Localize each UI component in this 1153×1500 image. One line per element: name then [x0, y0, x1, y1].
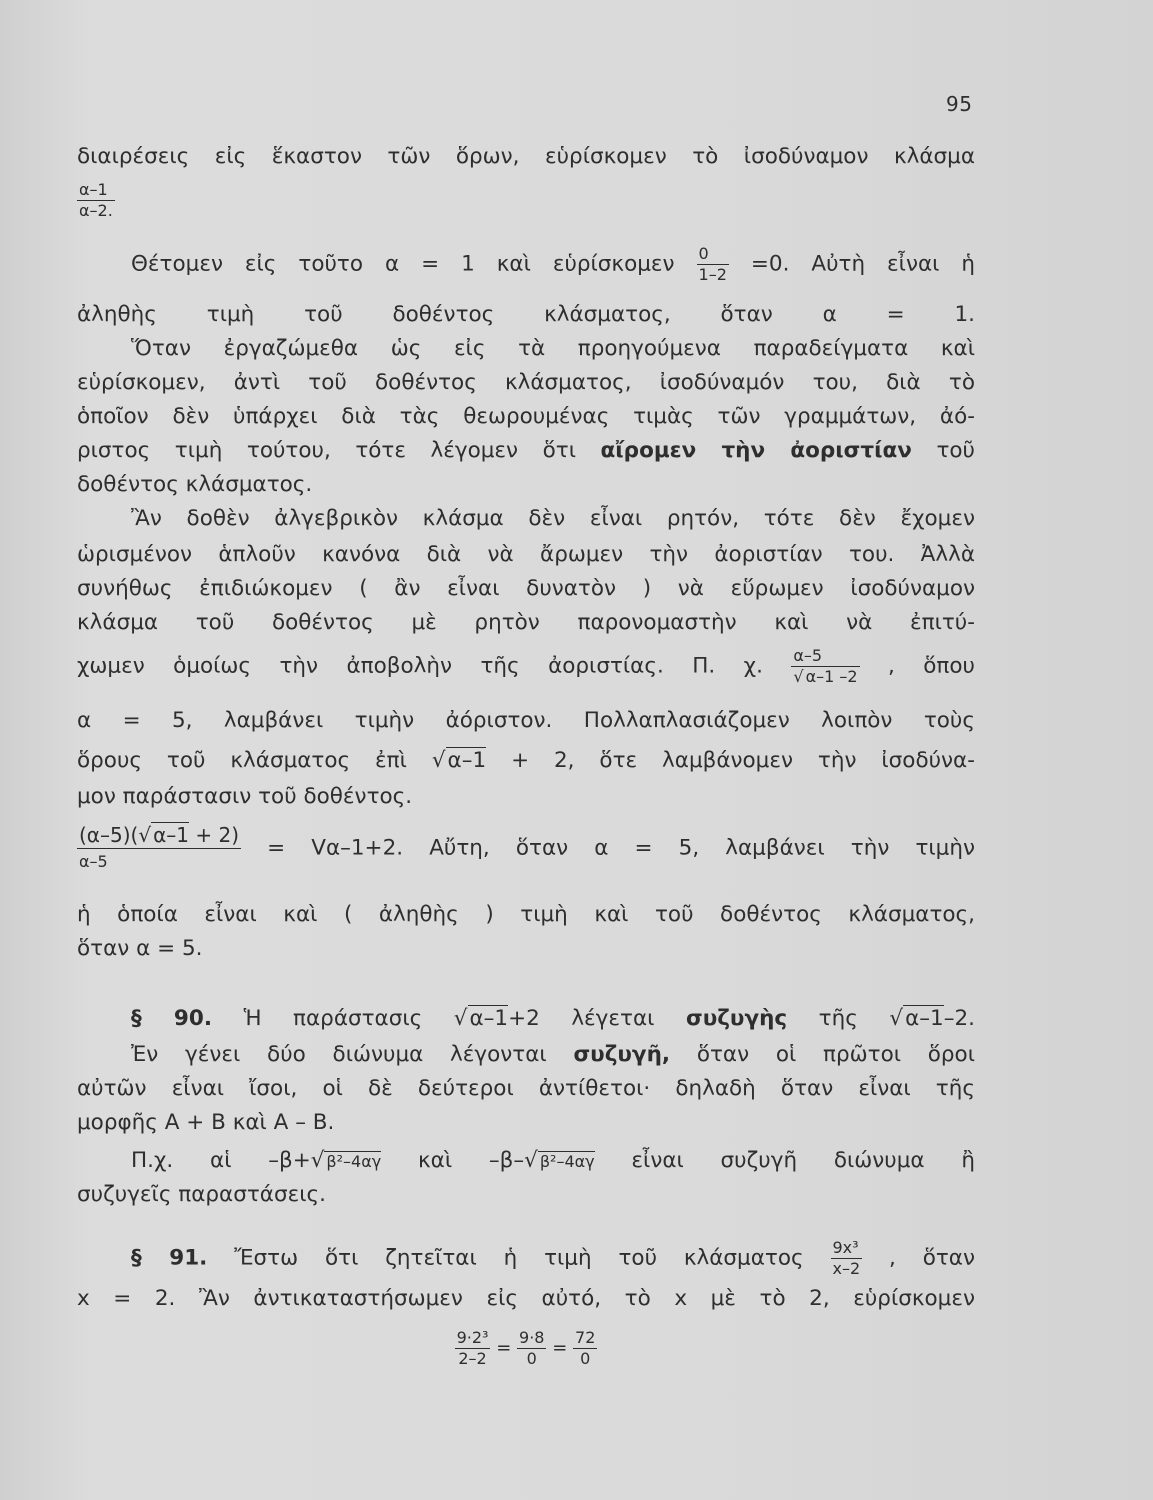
- text-line: Ὅταν ἐργαζώμεθα ὡς εἰς τὰ προηγούμενα παραδείγματα καὶ: [131, 336, 975, 361]
- text-line: μον παράστασιν τοῦ δοθέντος.: [77, 784, 413, 809]
- text-line: ὅρους τοῦ κλάσματος ἐπὶ √α–1 + 2, ὅτε λαμβάνομεν τὴν ἰσοδύνα-: [77, 748, 975, 773]
- text-line: ἡ ὁποία εἶναι καὶ ( ἀληθὴς ) τιμὴ καὶ τοῦ δοθέντος κλάσματος,: [77, 902, 975, 927]
- text-line: δοθέντος κλάσματος.: [77, 472, 313, 497]
- text-line: ριστος τιμὴ τούτου, τότε λέγομεν ὅτι αἴρομεν τὴν ἀοριστίαν τοῦ: [77, 438, 975, 463]
- fraction: $\frac{\text{9·2³}}{2-2}$: [456, 1328, 489, 1368]
- text-line: διαιρέσεις εἰς ἕκαστον τῶν ὅρων, εὑρίσκομεν τὸ ἰσοδύναμον κλάσμα: [77, 144, 975, 169]
- section-number: § 91.: [131, 1245, 208, 1271]
- text-line: Π.χ. αἱ –β+√ β²–4αγ καὶ –β–√ β²–4αγ εἶναι συζυγῆ διώνυμα ἢ: [131, 1148, 975, 1173]
- section-91-line: § 91. Ἔστω ὅτι ζητεῖται ἡ τιμὴ τοῦ κλάσματος $\frac{\text{9x³}}{x-2}$ , ὅταν: [131, 1238, 975, 1278]
- fraction: $\frac{\alpha-5}{√ \alpha-1 -2}$: [793, 646, 858, 686]
- text-line: ὡρισμένον ἁπλοῦν κανόνα διὰ νὰ ἄρωμεν τὴν ἀοριστίαν του. Ἀλλὰ: [77, 542, 975, 567]
- text-line: Ἐν γένει δύο διώνυμα λέγονται συζυγῆ, ὅταν οἱ πρῶτοι ὅροι: [131, 1042, 975, 1067]
- equation-line: $\frac{(\alpha-5)(√ \alpha-1 + 2)}{\alpha-5}$ = Vα–1+2. Αὔτη, ὅταν α = 5, λαμβάνει τὴν τιμὴν: [77, 822, 975, 875]
- bold-term: συζυγῆ,: [573, 1042, 671, 1067]
- bold-term: συζυγὴς: [685, 1006, 788, 1031]
- section-90-line: § 90. Ἡ παράστασις √α–1+2 λέγεται συζυγὴς τῆς √α–1–2.: [131, 1006, 975, 1031]
- text-line: Θέτομεν εἰς τοῦτο α = 1 καὶ εὑρίσκομεν $\frac{0}{1-2}$ =0. Αὐτὴ εἶναι ἡ: [131, 244, 975, 284]
- text-line: ἀληθὴς τιμὴ τοῦ δοθέντος κλάσματος, ὅταν α = 1.: [77, 302, 975, 327]
- fraction: $\frac{(\alpha-5)(√ \alpha-1 + 2)}{\alpha-5}$: [79, 823, 239, 871]
- text-line: ὅταν α = 5.: [77, 936, 203, 961]
- centered-equation: $\frac{\text{9·2³}}{2-2}$ = $\frac{9\cdot 8}{0}$ = $\frac{72}{0}$: [456, 1328, 596, 1368]
- text-line: ὁποῖον δὲν ὑπάρχει διὰ τὰς θεωρουμένας τιμὰς τῶν γραμμάτων, ἀό-: [77, 404, 975, 429]
- text-line: x = 2. Ἂν ἀντικαταστήσωμεν εἰς αὐτό, τὸ x μὲ τὸ 2, εὑρίσκομεν: [77, 1286, 975, 1311]
- fraction: $\frac{72}{0}$: [575, 1328, 596, 1368]
- text-line: εὑρίσκομεν, ἀντὶ τοῦ δοθέντος κλάσματος, ἰσοδύναμόν του, διὰ τὸ: [77, 370, 975, 395]
- square-root: √α–1: [431, 748, 487, 773]
- bold-term: αἴρομεν τὴν ἀοριστίαν: [600, 438, 912, 463]
- text-line: κλάσμα τοῦ δοθέντος μὲ ρητὸν παρονομαστὴν καὶ νὰ ἐπιτύ-: [77, 610, 975, 635]
- fraction: $\frac{9\cdot 8}{0}$: [519, 1328, 545, 1368]
- text-line: α = 5, λαμβάνει τιμὴν ἀόριστον. Πολλαπλασιάζομεν λοιπὸν τοὺς: [77, 708, 975, 733]
- fraction: $\frac{\text{9x³}}{x-2}$: [832, 1238, 861, 1278]
- fraction: $\frac{\alpha-1}{\alpha-2.}$: [79, 180, 113, 220]
- fraction: $\frac{0}{1-2}$: [698, 244, 727, 284]
- text-line: αὐτῶν εἶναι ἴσοι, οἱ δὲ δεύτεροι ἀντίθετοι· δηλαδὴ ὅταν εἶναι τῆς: [77, 1076, 975, 1101]
- page-number: 95: [946, 92, 973, 116]
- text-line: μορφῆς A + B καὶ A – B.: [77, 1110, 335, 1135]
- text-line: συνήθως ἐπιδιώκομεν ( ἂν εἶναι δυνατὸν ) νὰ εὕρωμεν ἰσοδύναμον: [77, 576, 975, 601]
- section-number: § 90.: [131, 1006, 213, 1031]
- text-line: Ἂν δοθὲν ἀλγεβρικὸν κλάσμα δὲν εἶναι ρητόν, τότε δὲν ἔχομεν: [131, 506, 975, 531]
- fraction-line: [77, 180, 975, 221]
- text-line: συζυγεῖς παραστάσεις.: [77, 1182, 326, 1207]
- text-line: χωμεν ὁμοίως τὴν ἀποβολὴν τῆς ἀοριστίας. Π. χ. $\frac{\alpha-5}{√ \alpha-1 -2}$ , ὅπου: [77, 646, 975, 686]
